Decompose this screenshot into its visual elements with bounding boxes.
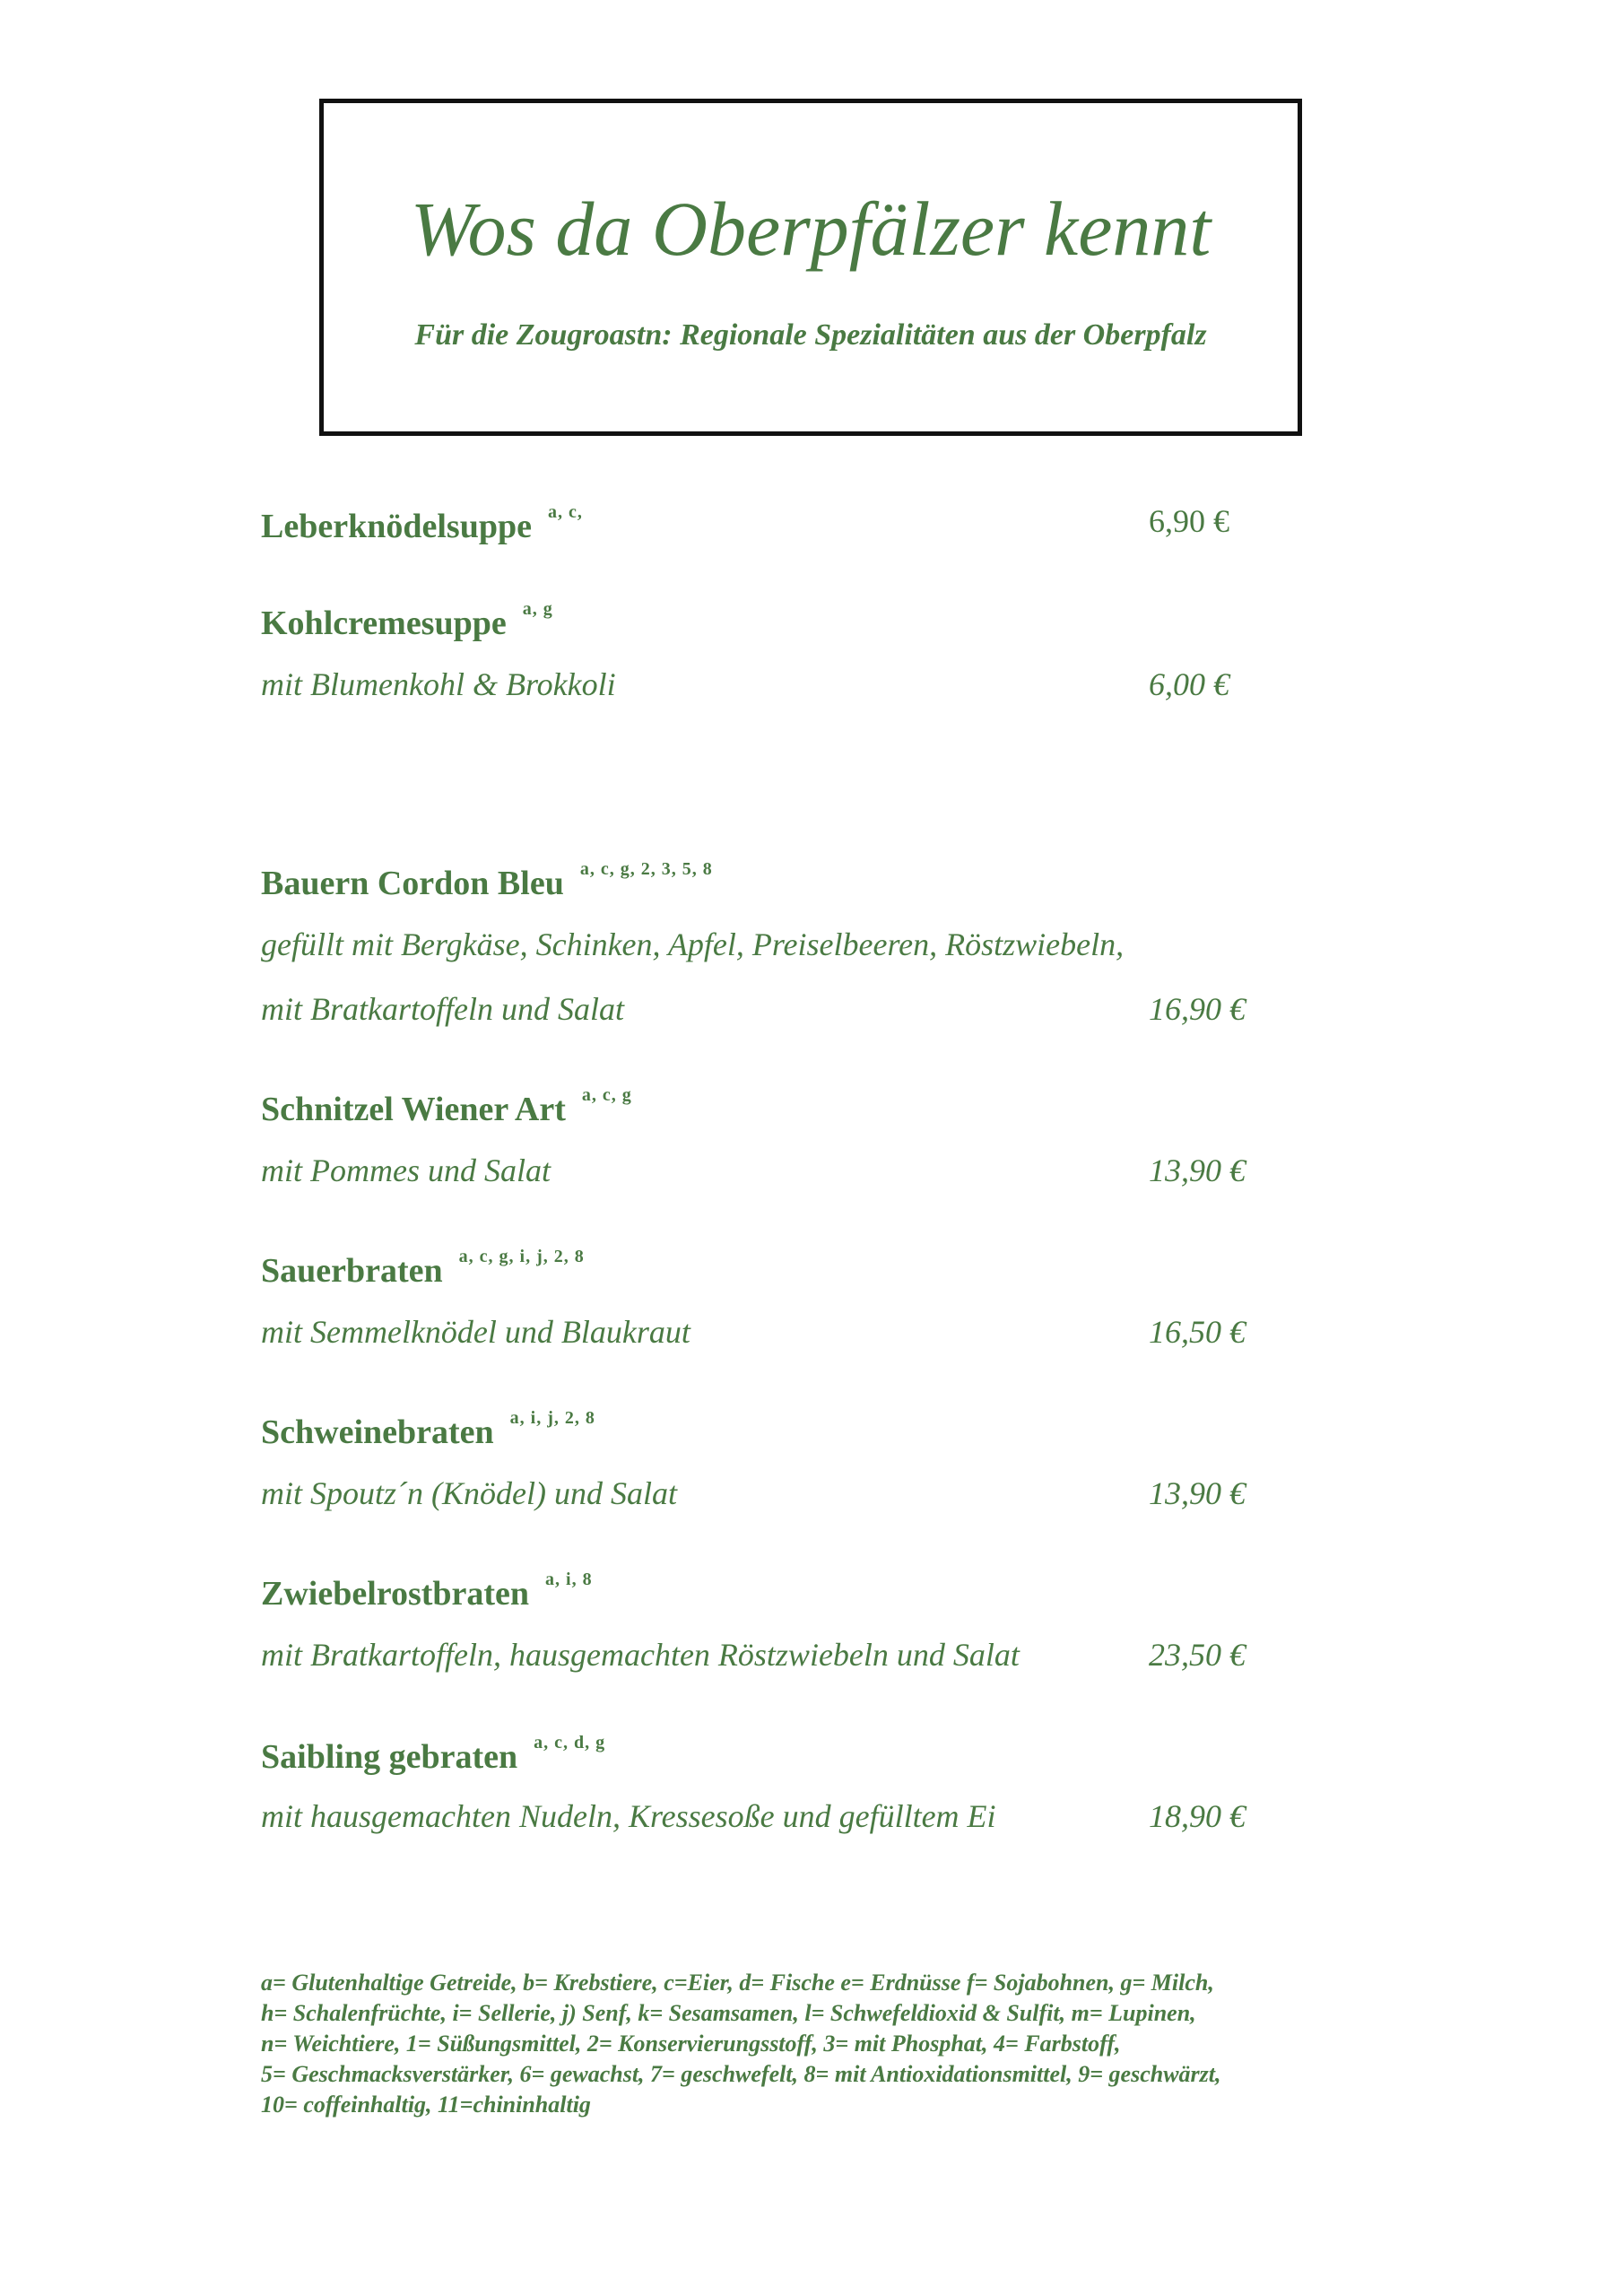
allergen-codes: a, c, g, 2, 3, 5, 8 (579, 859, 713, 879)
menu-item-sauerbraten (261, 1247, 1256, 1300)
menu-item-leberknoedelsuppe (261, 502, 1256, 556)
menu-item-schnitzel-wiener-art (261, 1085, 1256, 1139)
item-price: 18,90 € (1149, 1798, 1246, 1834)
allergen-codes: a, g (522, 599, 553, 619)
menu-item-zwiebelrostbraten-desc (261, 1636, 1256, 1690)
menu-item-bauern-cordon-bleu-desc-1 (261, 926, 1256, 979)
item-price: 13,90 € (1149, 1152, 1246, 1188)
item-name: Schweinebraten $^{a, i, j, 2, 8}$ (261, 1408, 595, 1451)
item-name: Saibling gebraten $^{a, c, d, g}$ (261, 1733, 606, 1776)
menu-subtitle: Für die Zougroastn: Regionale Spezialitäten aus der Oberpfalz (414, 318, 1207, 352)
item-price: 16,90 € (1149, 991, 1246, 1027)
item-description: mit Spoutz´n (Knödel) und Salat (261, 1475, 677, 1511)
legend-line: n= Weichtiere, 1= Süßungsmittel, 2= Konservierungsstoff, 3= mit Phosphat, 4= Farbstoff, (261, 2031, 1121, 2057)
item-price: 23,50 € (1149, 1637, 1246, 1673)
item-description: gefüllt mit Bergkäse, Schinken, Apfel, Preiselbeeren, Röstzwiebeln, (261, 926, 1125, 962)
item-name: Leberknödelsuppe $^{a, c,}$ (261, 502, 583, 545)
item-description: mit Pommes und Salat (261, 1152, 551, 1188)
item-name: Kohlcremesuppe $^{a, g}$ (261, 599, 553, 642)
item-price: 6,00 € (1149, 666, 1229, 702)
item-price: 16,50 € (1149, 1314, 1246, 1350)
menu-item-schweinebraten-desc (261, 1474, 1256, 1528)
legend-line: 10= coffeinhaltig, 11=chininhaltig (261, 2092, 591, 2118)
menu-item-zwiebelrostbraten (261, 1570, 1256, 1623)
item-name: Zwiebelrostbraten $^{a, i, 8}$ (261, 1570, 593, 1613)
item-description: mit Blumenkohl & Brokkoli (261, 666, 616, 702)
item-description: mit hausgemachten Nudeln, Kressesoße und gefülltem Ei (261, 1798, 996, 1834)
menu-item-sauerbraten-desc (261, 1313, 1256, 1367)
allergen-codes: a, c, (547, 502, 583, 522)
item-name: Sauerbraten $^{a, c, g, i, j, 2, 8}$ (261, 1247, 585, 1290)
menu-item-saibling-gebraten (261, 1733, 1256, 1787)
legend-line: a= Glutenhaltige Getreide, b= Krebstiere, c=Eier, d= Fische e= Erdnüsse f= Sojabohnen, g= Milch, (261, 1970, 1214, 1996)
item-name: Schnitzel Wiener Art $^{a, c, g}$ (261, 1085, 632, 1128)
menu-item-bauern-cordon-bleu-desc-2 (261, 990, 1256, 1044)
allergen-codes: a, c, g (581, 1085, 632, 1105)
allergen-codes: a, i, 8 (545, 1570, 593, 1589)
allergen-codes: a, c, g, i, j, 2, 8 (458, 1247, 585, 1266)
legend-line: 5= Geschmacksverstärker, 6= gewachst, 7= geschwefelt, 8= mit Antioxidationsmittel, 9= geschwärzt, (261, 2061, 1221, 2087)
menu-item-kohlcremesuppe-desc (261, 665, 1256, 719)
item-description: mit Bratkartoffeln und Salat (261, 991, 624, 1027)
allergen-legend (261, 1968, 1427, 2120)
title-box (319, 99, 1302, 436)
legend-line: h= Schalenfrüchte, i= Sellerie, j) Senf, k= Sesamsamen, l= Schwefeldioxid & Sulfit, m= Lupinen, (261, 2000, 1196, 2026)
menu-title: Wos da Oberpfälzer kennt (410, 186, 1211, 272)
item-price: 13,90 € (1149, 1475, 1246, 1511)
menu-item-schnitzel-wiener-art-desc (261, 1152, 1256, 1205)
menu-item-bauern-cordon-bleu (261, 859, 1256, 913)
item-price: 6,90 € (1149, 503, 1229, 539)
menu-item-saibling-gebraten-desc (261, 1797, 1256, 1851)
allergen-codes: a, c, d, g (534, 1733, 606, 1752)
item-description: mit Semmelknödel und Blaukraut (261, 1314, 690, 1350)
item-name: Bauern Cordon Bleu $^{a, c, g, 2, 3, 5, 8}$ (261, 859, 713, 902)
menu-item-schweinebraten (261, 1408, 1256, 1462)
item-description: mit Bratkartoffeln, hausgemachten Röstzwiebeln und Salat (261, 1637, 1020, 1673)
menu-item-kohlcremesuppe (261, 599, 1256, 653)
allergen-codes: a, i, j, 2, 8 (509, 1408, 595, 1428)
